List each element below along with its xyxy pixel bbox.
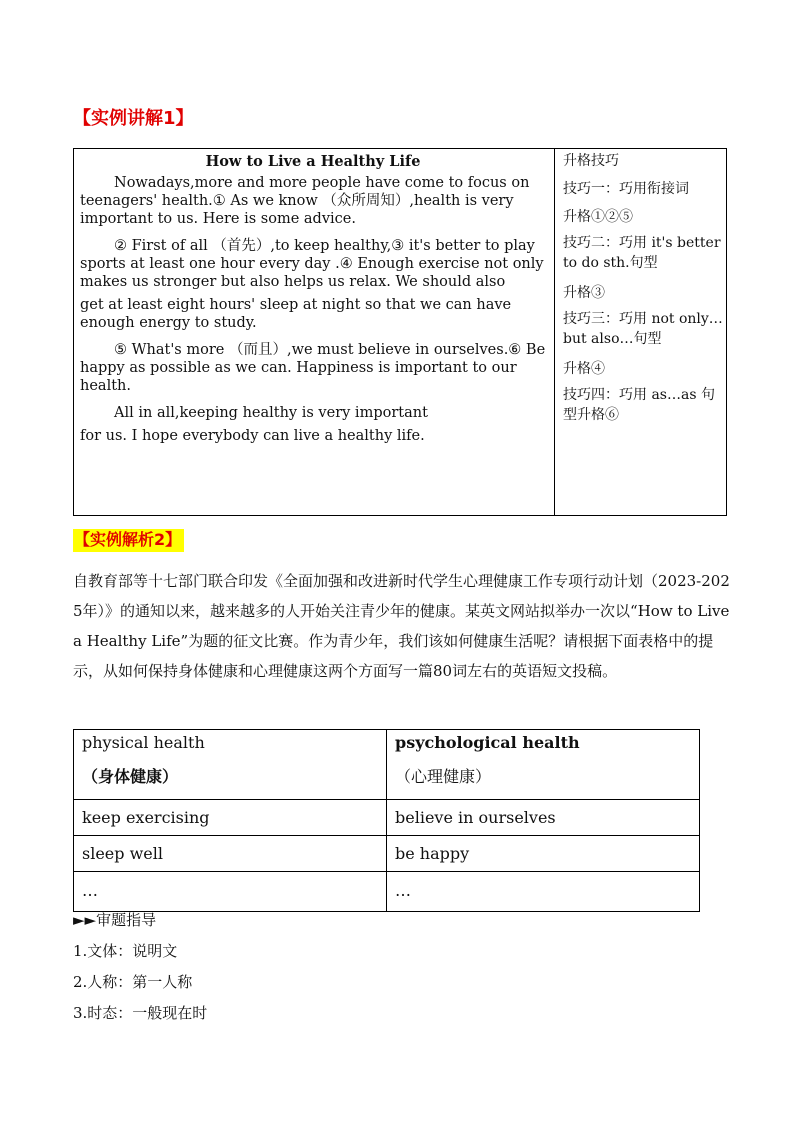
table-cell: be happy: [387, 836, 700, 872]
example-table: [73, 148, 727, 516]
table-cell: sleep well: [74, 836, 387, 872]
guide-title: ►►审题指导: [73, 911, 157, 929]
health-hints-table: [73, 729, 700, 912]
guide-item: 3.时态：一般现在时: [73, 1004, 208, 1022]
table-cell: believe in ourselves: [387, 800, 700, 836]
physical-health-sub: （身体健康）: [82, 767, 179, 786]
essay-title: How to Live a Healthy Life: [205, 153, 421, 170]
guide-item: 1.文体：说明文: [73, 942, 178, 960]
essay-paragraph: Nowadays,more and more people have come to focus on teenagers' health.① As we know （众所周知）,health is very important to us. Here is some advice.: [80, 175, 530, 227]
essay-column: [80, 149, 546, 454]
essay-paragraph: ⑤ What's more （而且）,we must believe in ourselves.⑥ Be happy as possible as we can. Happiness is important to our health.: [80, 342, 546, 394]
tip-line: 升格③: [563, 285, 605, 301]
guide-item: 2.人称：第一人称: [73, 973, 193, 991]
section1-header: 【实例讲解1】: [73, 108, 194, 129]
psychological-health-header: psychological health （心理健康）: [387, 730, 700, 800]
tip-line: 技巧二：巧用 it's better to do sth.句型: [563, 235, 721, 271]
tip-line: 升格技巧: [563, 153, 619, 169]
psychological-health-sub: （心理健康）: [395, 767, 492, 786]
tip-line: 技巧四：巧用 as…as 句型升格⑥: [563, 387, 715, 423]
table-header-row: [74, 730, 700, 800]
task-description: 自教育部等十七部门联合印发《全面加强和改进新时代学生心理健康工作专项行动计划（2023-2025年）》的通知以来，越来越多的人开始关注青少年的健康。某英文网站拟举办一次以“How to Live a Healthy Life”为题的征文比赛。作为青少年，我们该如何健康生活呢？请根据下面表格中的提示，从如何保持身体健康和心理健康这两个方面写一篇80词左右的英语短文投稿。: [73, 572, 730, 680]
essay-paragraph: All in all,keeping healthy is very important: [114, 405, 428, 421]
tip-line: 升格④: [563, 361, 605, 377]
table-cell: …: [74, 872, 387, 912]
essay-paragraph: get at least eight hours' sleep at night so that we can have enough energy to study.: [80, 297, 512, 331]
table-row: [74, 836, 700, 872]
table-divider: [554, 149, 555, 515]
table-cell: keep exercising: [74, 800, 387, 836]
guide-section: [73, 905, 207, 1029]
essay-paragraph: ② First of all （首先）,to keep healthy,③ it's better to play sports at least one hour every day .④ Enough exercise not only makes us stronger but also helps us relax. We should also: [80, 238, 544, 290]
table-row: [74, 800, 700, 836]
section2-header: 【实例解析2】: [73, 529, 184, 552]
tips-column: [563, 149, 723, 433]
physical-health-header: physical health （身体健康）: [74, 730, 387, 800]
table-cell: …: [387, 872, 700, 912]
tip-line: 升格①②⑤: [563, 209, 633, 225]
tip-line: 技巧一：巧用衔接词: [563, 181, 689, 197]
tip-line: 技巧三：巧用 not only…but also…句型: [563, 311, 723, 347]
essay-paragraph: for us. I hope everybody can live a healthy life.: [80, 428, 425, 444]
